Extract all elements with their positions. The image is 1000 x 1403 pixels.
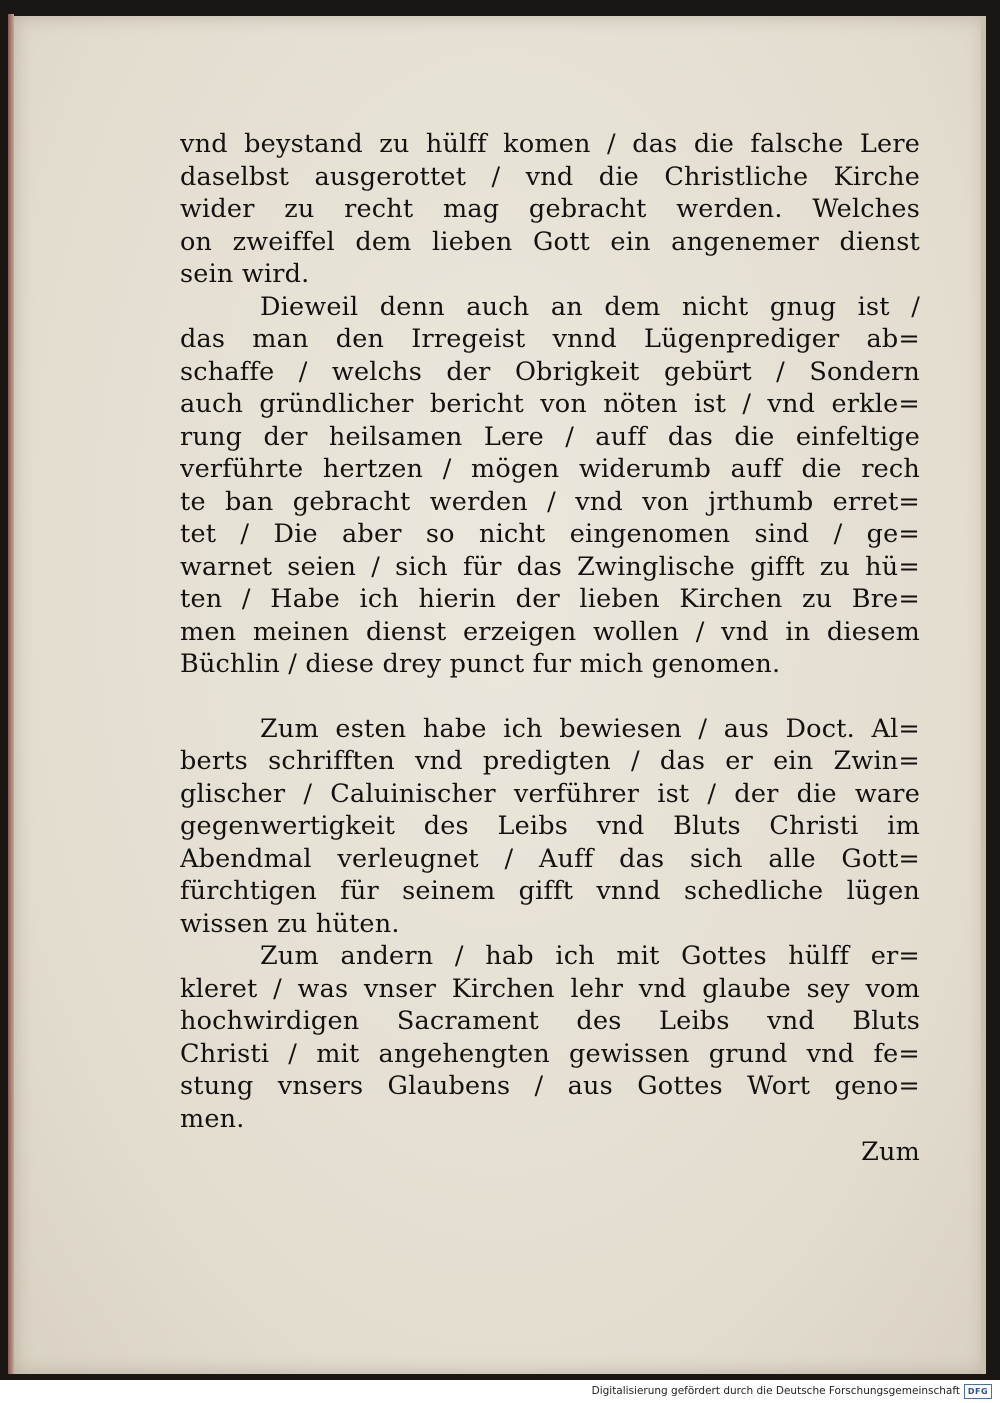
text-line: rung der heilsamen Lere / auff das die einfeltige — [180, 421, 920, 452]
text-line: warnet seien / sich für das Zwinglische gifft zu hü= — [180, 551, 920, 582]
page-text — [180, 128, 920, 1169]
text-line: auch gründlicher bericht von nöten ist / vnd erkle= — [180, 389, 920, 419]
text-line: te ban gebracht werden / vnd von jrthumb erret= — [180, 486, 920, 517]
text-line: wider zu recht mag gebracht werden. Welches — [180, 194, 920, 224]
text-line: Zum andern / hab ich mit Gottes hülff er= — [260, 941, 920, 971]
page-right-edge — [981, 16, 986, 1374]
dfg-logo-icon: DFG — [964, 1384, 992, 1399]
text-line: Abendmal verleugnet / Auff das sich alle Gott= — [180, 843, 920, 874]
paragraph-gap — [180, 681, 920, 713]
text-line: das man den Irregeist vnnd Lügenprediger ab= — [180, 324, 920, 354]
text-line: stung vnsers Glaubens / aus Gottes Wort geno= — [180, 1071, 920, 1101]
text-line: glischer / Caluinischer verführer ist / der die ware — [180, 778, 920, 809]
text-line: men meinen dienst erzeigen wollen / vnd in diesem — [180, 616, 920, 647]
text-line: men. — [180, 1103, 245, 1134]
text-line: ten / Habe ich hierin der lieben Kirchen zu Bre= — [180, 584, 920, 614]
text-line: Dieweil denn auch an dem nicht gnug ist / — [260, 291, 920, 322]
text-line: hochwirdigen Sacrament des Leibs vnd Bluts — [180, 1006, 920, 1036]
text-line: Büchlin / diese drey punct fur mich genomen. — [180, 649, 781, 679]
text-line: schaffe / welchs der Obrigkeit gebürt / Sondern — [180, 356, 920, 387]
text-line: gegenwertigkeit des Leibs vnd Bluts Christi im — [180, 811, 920, 841]
text-line: kleret / was vnser Kirchen lehr vnd glaube sey vom — [180, 973, 920, 1004]
catchword: Zum — [861, 1137, 920, 1167]
text-line: Christi / mit angehengten gewissen grund vnd fe= — [180, 1038, 920, 1069]
text-line: verführte hertzen / mögen widerumb auff die rech — [180, 454, 920, 484]
text-line: sein wird. — [180, 259, 310, 289]
text-line: berts schrifften vnd predigten / das er ein Zwin= — [180, 746, 920, 776]
text-line: daselbst ausgerottet / vnd die Christliche Kirche — [180, 161, 920, 192]
text-line: on zweiffel dem lieben Gott ein angenemer dienst — [180, 226, 920, 257]
text-line: vnd beystand zu hülff komen / das die falsche Lere — [180, 129, 920, 159]
text-line: fürchtigen für seinem gifft vnnd schedliche lügen — [180, 876, 920, 906]
text-line: wissen zu hüten. — [180, 908, 400, 939]
text-line: tet / Die aber so nicht eingenomen sind / ge= — [180, 519, 920, 549]
footer-bar — [0, 1380, 1000, 1403]
text-line: Zum esten habe ich bewiesen / aus Doct. Al= — [260, 713, 920, 744]
funding-credit: Digitalisierung gefördert durch die Deutsche Forschungsgemeinschaft — [591, 1385, 960, 1397]
